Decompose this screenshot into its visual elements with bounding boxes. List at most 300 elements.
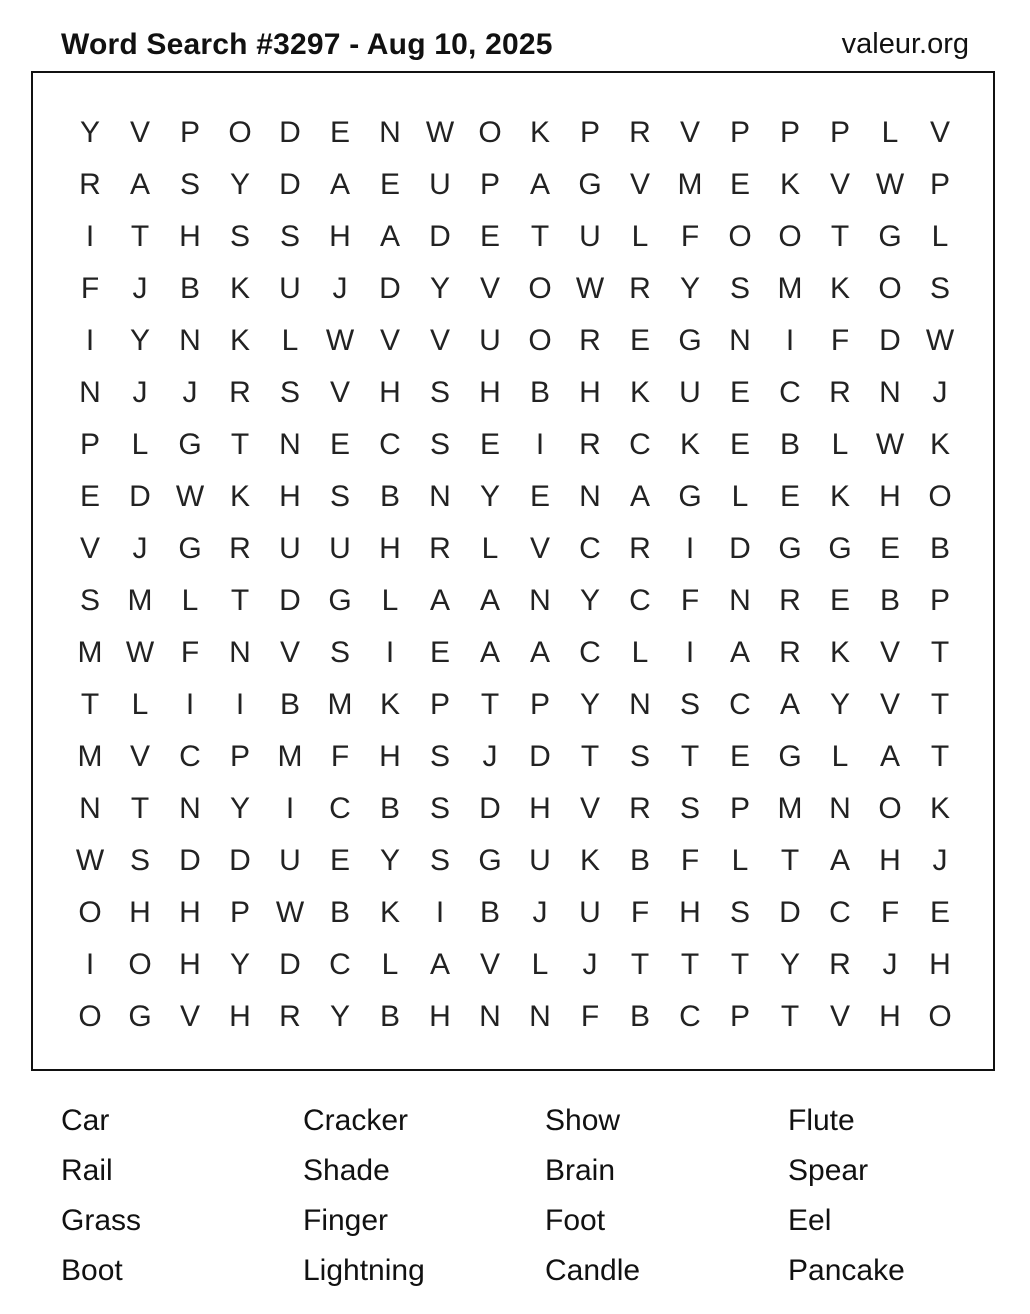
grid-letter[interactable]: P (79, 428, 100, 461)
grid-letter[interactable]: B (779, 428, 800, 461)
grid-letter[interactable]: G (678, 480, 702, 513)
grid-letter[interactable]: I (285, 792, 295, 825)
grid-letter[interactable]: B (379, 480, 400, 513)
grid-letter[interactable]: A (829, 844, 850, 877)
grid-letter[interactable]: F (80, 272, 100, 305)
grid-letter[interactable]: H (179, 220, 201, 253)
grid-letter[interactable]: T (130, 792, 150, 825)
grid-letter[interactable]: R (229, 376, 251, 409)
grid-letter[interactable]: F (630, 896, 650, 929)
grid-letter[interactable]: F (330, 740, 350, 773)
grid-letter[interactable]: I (685, 636, 695, 669)
grid-letter[interactable]: L (181, 584, 199, 617)
grid-letter[interactable]: N (529, 584, 551, 617)
grid-letter[interactable]: P (729, 792, 750, 825)
grid-letter[interactable]: C (329, 948, 351, 981)
grid-letter[interactable]: M (777, 792, 803, 825)
grid-letter[interactable]: N (179, 324, 201, 357)
grid-letter[interactable]: Y (379, 844, 400, 877)
grid-letter[interactable]: T (780, 844, 800, 877)
grid-letter[interactable]: S (79, 584, 100, 617)
grid-letter[interactable]: P (229, 740, 250, 773)
grid-letter[interactable]: U (579, 896, 601, 929)
grid-letter[interactable]: D (779, 896, 801, 929)
grid-letter[interactable]: H (379, 740, 401, 773)
grid-letter[interactable]: B (629, 844, 650, 877)
grid-letter[interactable]: D (179, 844, 201, 877)
grid-letter[interactable]: I (685, 532, 695, 565)
grid-letter[interactable]: A (779, 688, 800, 721)
grid-letter[interactable]: V (629, 168, 650, 201)
grid-letter[interactable]: I (535, 428, 545, 461)
grid-letter[interactable]: V (429, 324, 450, 357)
grid-letter[interactable]: C (729, 688, 751, 721)
grid-letter[interactable]: G (828, 532, 852, 565)
grid-letter[interactable]: L (481, 532, 499, 565)
grid-letter[interactable]: H (329, 220, 351, 253)
grid-letter[interactable]: P (579, 116, 600, 149)
grid-letter[interactable]: M (277, 740, 303, 773)
grid-letter[interactable]: S (229, 220, 250, 253)
grid-letter[interactable]: H (179, 948, 201, 981)
grid-letter[interactable]: H (179, 896, 201, 929)
grid-letter[interactable]: T (630, 948, 650, 981)
grid-letter[interactable]: E (929, 896, 950, 929)
grid-letter[interactable]: L (731, 480, 749, 513)
grid-letter[interactable]: V (129, 740, 150, 773)
grid-letter[interactable]: T (130, 220, 150, 253)
grid-letter[interactable]: B (329, 896, 350, 929)
grid-letter[interactable]: B (879, 584, 900, 617)
grid-letter[interactable]: O (778, 220, 802, 253)
grid-letter[interactable]: J (882, 948, 898, 981)
grid-letter[interactable]: N (179, 792, 201, 825)
grid-letter[interactable]: D (279, 116, 301, 149)
grid-letter[interactable]: E (729, 740, 750, 773)
grid-letter[interactable]: R (579, 324, 601, 357)
grid-letter[interactable]: Y (229, 792, 250, 825)
grid-letter[interactable]: H (579, 376, 601, 409)
grid-letter[interactable]: T (730, 948, 750, 981)
grid-letter[interactable]: H (929, 948, 951, 981)
grid-letter[interactable]: G (678, 324, 702, 357)
grid-letter[interactable]: O (78, 896, 102, 929)
grid-letter[interactable]: W (175, 480, 205, 513)
grid-letter[interactable]: L (731, 844, 749, 877)
grid-letter[interactable]: U (279, 532, 301, 565)
grid-letter[interactable]: D (879, 324, 901, 357)
grid-letter[interactable]: S (429, 376, 450, 409)
grid-letter[interactable]: W (275, 896, 305, 929)
grid-letter[interactable]: Y (779, 948, 800, 981)
grid-letter[interactable]: L (631, 636, 649, 669)
grid-letter[interactable]: L (381, 948, 399, 981)
grid-letter[interactable]: A (529, 636, 550, 669)
grid-letter[interactable]: U (279, 844, 301, 877)
grid-letter[interactable]: F (580, 1000, 600, 1033)
grid-letter[interactable]: V (479, 948, 500, 981)
grid-letter[interactable]: E (729, 376, 750, 409)
grid-letter[interactable]: L (381, 584, 399, 617)
grid-letter[interactable]: N (379, 116, 401, 149)
grid-letter[interactable]: I (435, 896, 445, 929)
grid-letter[interactable]: S (429, 844, 450, 877)
grid-letter[interactable]: H (879, 480, 901, 513)
grid-letter[interactable]: J (332, 272, 348, 305)
grid-letter[interactable]: E (429, 636, 450, 669)
grid-letter[interactable]: D (229, 844, 251, 877)
grid-letter[interactable]: V (529, 532, 550, 565)
grid-letter[interactable]: H (879, 844, 901, 877)
grid-letter[interactable]: G (778, 740, 802, 773)
grid-letter[interactable]: P (479, 168, 500, 201)
grid-letter[interactable]: U (479, 324, 501, 357)
grid-letter[interactable]: K (229, 272, 250, 305)
grid-letter[interactable]: K (829, 272, 850, 305)
grid-letter[interactable]: U (279, 272, 301, 305)
grid-letter[interactable]: G (328, 584, 352, 617)
grid-letter[interactable]: M (777, 272, 803, 305)
grid-letter[interactable]: C (679, 1000, 701, 1033)
grid-letter[interactable]: S (429, 792, 450, 825)
grid-letter[interactable]: K (629, 376, 650, 409)
grid-letter[interactable]: C (179, 740, 201, 773)
grid-letter[interactable]: L (131, 688, 149, 721)
grid-letter[interactable]: T (230, 428, 250, 461)
grid-letter[interactable]: J (132, 532, 148, 565)
grid-letter[interactable]: E (729, 168, 750, 201)
grid-letter[interactable]: N (479, 1000, 501, 1033)
grid-letter[interactable]: W (875, 168, 905, 201)
grid-letter[interactable]: V (129, 116, 150, 149)
grid-letter[interactable]: Y (829, 688, 850, 721)
grid-letter[interactable]: V (829, 1000, 850, 1033)
grid-letter[interactable]: N (829, 792, 851, 825)
grid-letter[interactable]: M (677, 168, 703, 201)
grid-letter[interactable]: F (180, 636, 200, 669)
grid-letter[interactable]: E (879, 532, 900, 565)
grid-letter[interactable]: B (929, 532, 950, 565)
grid-letter[interactable]: D (429, 220, 451, 253)
grid-letter[interactable]: Y (579, 584, 600, 617)
grid-letter[interactable]: R (629, 532, 651, 565)
grid-letter[interactable]: V (379, 324, 400, 357)
grid-letter[interactable]: W (125, 636, 155, 669)
grid-letter[interactable]: C (629, 428, 651, 461)
grid-letter[interactable]: V (679, 116, 700, 149)
grid-letter[interactable]: L (931, 220, 949, 253)
grid-letter[interactable]: I (785, 324, 795, 357)
grid-letter[interactable]: C (379, 428, 401, 461)
grid-letter[interactable]: Y (679, 272, 700, 305)
grid-letter[interactable]: B (279, 688, 300, 721)
grid-letter[interactable]: S (329, 480, 350, 513)
grid-letter[interactable]: N (729, 324, 751, 357)
grid-letter[interactable]: W (925, 324, 955, 357)
grid-letter[interactable]: V (279, 636, 300, 669)
grid-letter[interactable]: W (575, 272, 605, 305)
grid-letter[interactable]: E (79, 480, 100, 513)
grid-letter[interactable]: A (479, 636, 500, 669)
grid-letter[interactable]: U (679, 376, 701, 409)
grid-letter[interactable]: R (629, 272, 651, 305)
grid-letter[interactable]: C (629, 584, 651, 617)
grid-letter[interactable]: A (729, 636, 750, 669)
grid-letter[interactable]: G (178, 532, 202, 565)
grid-letter[interactable]: V (479, 272, 500, 305)
grid-letter[interactable]: K (229, 480, 250, 513)
grid-letter[interactable]: B (379, 792, 400, 825)
grid-letter[interactable]: L (531, 948, 549, 981)
grid-letter[interactable]: N (429, 480, 451, 513)
grid-letter[interactable]: G (128, 1000, 152, 1033)
grid-letter[interactable]: D (479, 792, 501, 825)
grid-letter[interactable]: E (829, 584, 850, 617)
grid-letter[interactable]: J (582, 948, 598, 981)
grid-letter[interactable]: I (235, 688, 245, 721)
grid-letter[interactable]: R (429, 532, 451, 565)
grid-letter[interactable]: O (878, 272, 902, 305)
grid-letter[interactable]: Y (129, 324, 150, 357)
grid-letter[interactable]: S (429, 740, 450, 773)
grid-letter[interactable]: O (478, 116, 502, 149)
grid-letter[interactable]: T (530, 220, 550, 253)
grid-letter[interactable]: M (77, 636, 103, 669)
grid-letter[interactable]: D (279, 168, 301, 201)
grid-letter[interactable]: K (679, 428, 700, 461)
grid-letter[interactable]: T (830, 220, 850, 253)
grid-letter[interactable]: A (429, 948, 450, 981)
grid-letter[interactable]: K (529, 116, 550, 149)
grid-letter[interactable]: R (829, 376, 851, 409)
grid-letter[interactable]: P (829, 116, 850, 149)
grid-letter[interactable]: V (579, 792, 600, 825)
grid-letter[interactable]: D (279, 948, 301, 981)
grid-letter[interactable]: Y (229, 168, 250, 201)
grid-letter[interactable]: I (85, 324, 95, 357)
grid-letter[interactable]: P (429, 688, 450, 721)
grid-letter[interactable]: B (479, 896, 500, 929)
grid-letter[interactable]: E (779, 480, 800, 513)
grid-letter[interactable]: L (281, 324, 299, 357)
grid-letter[interactable]: N (579, 480, 601, 513)
grid-letter[interactable]: P (729, 116, 750, 149)
grid-letter[interactable]: S (929, 272, 950, 305)
grid-letter[interactable]: M (127, 584, 153, 617)
grid-letter[interactable]: E (729, 428, 750, 461)
grid-letter[interactable]: S (179, 168, 200, 201)
grid-letter[interactable]: F (830, 324, 850, 357)
grid-letter[interactable]: K (229, 324, 250, 357)
grid-letter[interactable]: R (629, 116, 651, 149)
grid-letter[interactable]: C (779, 376, 801, 409)
grid-letter[interactable]: C (579, 532, 601, 565)
grid-letter[interactable]: T (930, 636, 950, 669)
grid-letter[interactable]: P (729, 1000, 750, 1033)
grid-letter[interactable]: S (629, 740, 650, 773)
grid-letter[interactable]: H (129, 896, 151, 929)
grid-letter[interactable]: R (829, 948, 851, 981)
grid-letter[interactable]: J (132, 376, 148, 409)
grid-letter[interactable]: U (429, 168, 451, 201)
grid-letter[interactable]: W (875, 428, 905, 461)
grid-letter[interactable]: D (529, 740, 551, 773)
grid-letter[interactable]: A (479, 584, 500, 617)
grid-letter[interactable]: V (829, 168, 850, 201)
grid-letter[interactable]: K (379, 896, 400, 929)
grid-letter[interactable]: P (529, 688, 550, 721)
grid-letter[interactable]: R (779, 636, 801, 669)
grid-letter[interactable]: E (479, 220, 500, 253)
grid-letter[interactable]: N (229, 636, 251, 669)
grid-letter[interactable]: W (75, 844, 105, 877)
grid-letter[interactable]: E (629, 324, 650, 357)
grid-letter[interactable]: F (680, 844, 700, 877)
grid-letter[interactable]: M (77, 740, 103, 773)
grid-letter[interactable]: G (478, 844, 502, 877)
grid-letter[interactable]: D (729, 532, 751, 565)
grid-letter[interactable]: K (379, 688, 400, 721)
grid-letter[interactable]: V (879, 688, 900, 721)
grid-letter[interactable]: A (629, 480, 650, 513)
grid-letter[interactable]: H (879, 1000, 901, 1033)
grid-letter[interactable]: O (928, 1000, 952, 1033)
grid-letter[interactable]: S (129, 844, 150, 877)
grid-letter[interactable]: N (79, 792, 101, 825)
grid-letter[interactable]: H (229, 1000, 251, 1033)
grid-letter[interactable]: B (529, 376, 550, 409)
grid-letter[interactable]: E (329, 844, 350, 877)
grid-letter[interactable]: P (179, 116, 200, 149)
grid-letter[interactable]: T (80, 688, 100, 721)
grid-letter[interactable]: E (329, 428, 350, 461)
grid-letter[interactable]: J (182, 376, 198, 409)
grid-letter[interactable]: O (528, 324, 552, 357)
grid-letter[interactable]: K (779, 168, 800, 201)
grid-letter[interactable]: A (879, 740, 900, 773)
grid-letter[interactable]: Y (329, 1000, 350, 1033)
grid-letter[interactable]: S (279, 220, 300, 253)
grid-letter[interactable]: O (928, 480, 952, 513)
grid-letter[interactable]: J (132, 272, 148, 305)
grid-letter[interactable]: A (529, 168, 550, 201)
grid-letter[interactable]: T (480, 688, 500, 721)
grid-letter[interactable]: C (829, 896, 851, 929)
grid-letter[interactable]: H (529, 792, 551, 825)
grid-letter[interactable]: V (329, 376, 350, 409)
grid-letter[interactable]: R (279, 1000, 301, 1033)
grid-letter[interactable]: I (185, 688, 195, 721)
grid-letter[interactable]: R (629, 792, 651, 825)
grid-letter[interactable]: R (779, 584, 801, 617)
grid-letter[interactable]: P (779, 116, 800, 149)
grid-letter[interactable]: L (831, 428, 849, 461)
grid-letter[interactable]: A (329, 168, 350, 201)
grid-letter[interactable]: I (85, 220, 95, 253)
grid-letter[interactable]: T (930, 740, 950, 773)
grid-letter[interactable]: A (429, 584, 450, 617)
grid-letter[interactable]: S (679, 688, 700, 721)
grid-letter[interactable]: V (879, 636, 900, 669)
grid-letter[interactable]: I (385, 636, 395, 669)
grid-letter[interactable]: T (680, 740, 700, 773)
grid-letter[interactable]: Y (79, 116, 100, 149)
grid-letter[interactable]: Y (429, 272, 450, 305)
grid-letter[interactable]: U (329, 532, 351, 565)
grid-letter[interactable]: R (229, 532, 251, 565)
grid-letter[interactable]: H (379, 376, 401, 409)
grid-letter[interactable]: E (329, 116, 350, 149)
grid-letter[interactable]: G (578, 168, 602, 201)
grid-letter[interactable]: N (529, 1000, 551, 1033)
grid-letter[interactable]: U (529, 844, 551, 877)
grid-letter[interactable]: L (831, 740, 849, 773)
grid-letter[interactable]: K (579, 844, 600, 877)
grid-letter[interactable]: N (879, 376, 901, 409)
grid-letter[interactable]: J (932, 376, 948, 409)
grid-letter[interactable]: B (629, 1000, 650, 1033)
grid-letter[interactable]: I (85, 948, 95, 981)
grid-letter[interactable]: B (179, 272, 200, 305)
grid-letter[interactable]: V (179, 1000, 200, 1033)
grid-letter[interactable]: O (728, 220, 752, 253)
grid-letter[interactable]: S (279, 376, 300, 409)
grid-letter[interactable]: E (379, 168, 400, 201)
grid-letter[interactable]: S (729, 896, 750, 929)
grid-letter[interactable]: L (881, 116, 899, 149)
grid-letter[interactable]: A (129, 168, 150, 201)
grid-letter[interactable]: R (579, 428, 601, 461)
grid-letter[interactable]: J (532, 896, 548, 929)
grid-letter[interactable]: Y (229, 948, 250, 981)
grid-letter[interactable]: C (579, 636, 601, 669)
grid-letter[interactable]: G (178, 428, 202, 461)
grid-letter[interactable]: S (429, 428, 450, 461)
grid-letter[interactable]: O (228, 116, 252, 149)
grid-letter[interactable]: O (78, 1000, 102, 1033)
grid-letter[interactable]: O (128, 948, 152, 981)
grid-letter[interactable]: O (878, 792, 902, 825)
grid-letter[interactable]: S (679, 792, 700, 825)
grid-letter[interactable]: T (680, 948, 700, 981)
grid-letter[interactable]: W (425, 116, 455, 149)
grid-letter[interactable]: P (229, 896, 250, 929)
grid-letter[interactable]: U (579, 220, 601, 253)
grid-letter[interactable]: V (929, 116, 950, 149)
grid-letter[interactable]: B (379, 1000, 400, 1033)
grid-letter[interactable]: G (778, 532, 802, 565)
grid-letter[interactable]: H (479, 376, 501, 409)
grid-letter[interactable]: T (230, 584, 250, 617)
grid-letter[interactable]: H (379, 532, 401, 565)
grid-letter[interactable]: L (131, 428, 149, 461)
grid-letter[interactable]: S (329, 636, 350, 669)
grid-letter[interactable]: K (829, 636, 850, 669)
grid-letter[interactable]: L (631, 220, 649, 253)
grid-letter[interactable]: K (829, 480, 850, 513)
grid-letter[interactable]: M (327, 688, 353, 721)
grid-letter[interactable]: Y (479, 480, 500, 513)
grid-letter[interactable]: E (529, 480, 550, 513)
grid-letter[interactable]: O (528, 272, 552, 305)
grid-letter[interactable]: J (482, 740, 498, 773)
grid-letter[interactable]: F (880, 896, 900, 929)
grid-letter[interactable]: K (929, 792, 950, 825)
grid-letter[interactable]: N (729, 584, 751, 617)
grid-letter[interactable]: D (129, 480, 151, 513)
grid-letter[interactable]: J (932, 844, 948, 877)
grid-letter[interactable]: T (580, 740, 600, 773)
